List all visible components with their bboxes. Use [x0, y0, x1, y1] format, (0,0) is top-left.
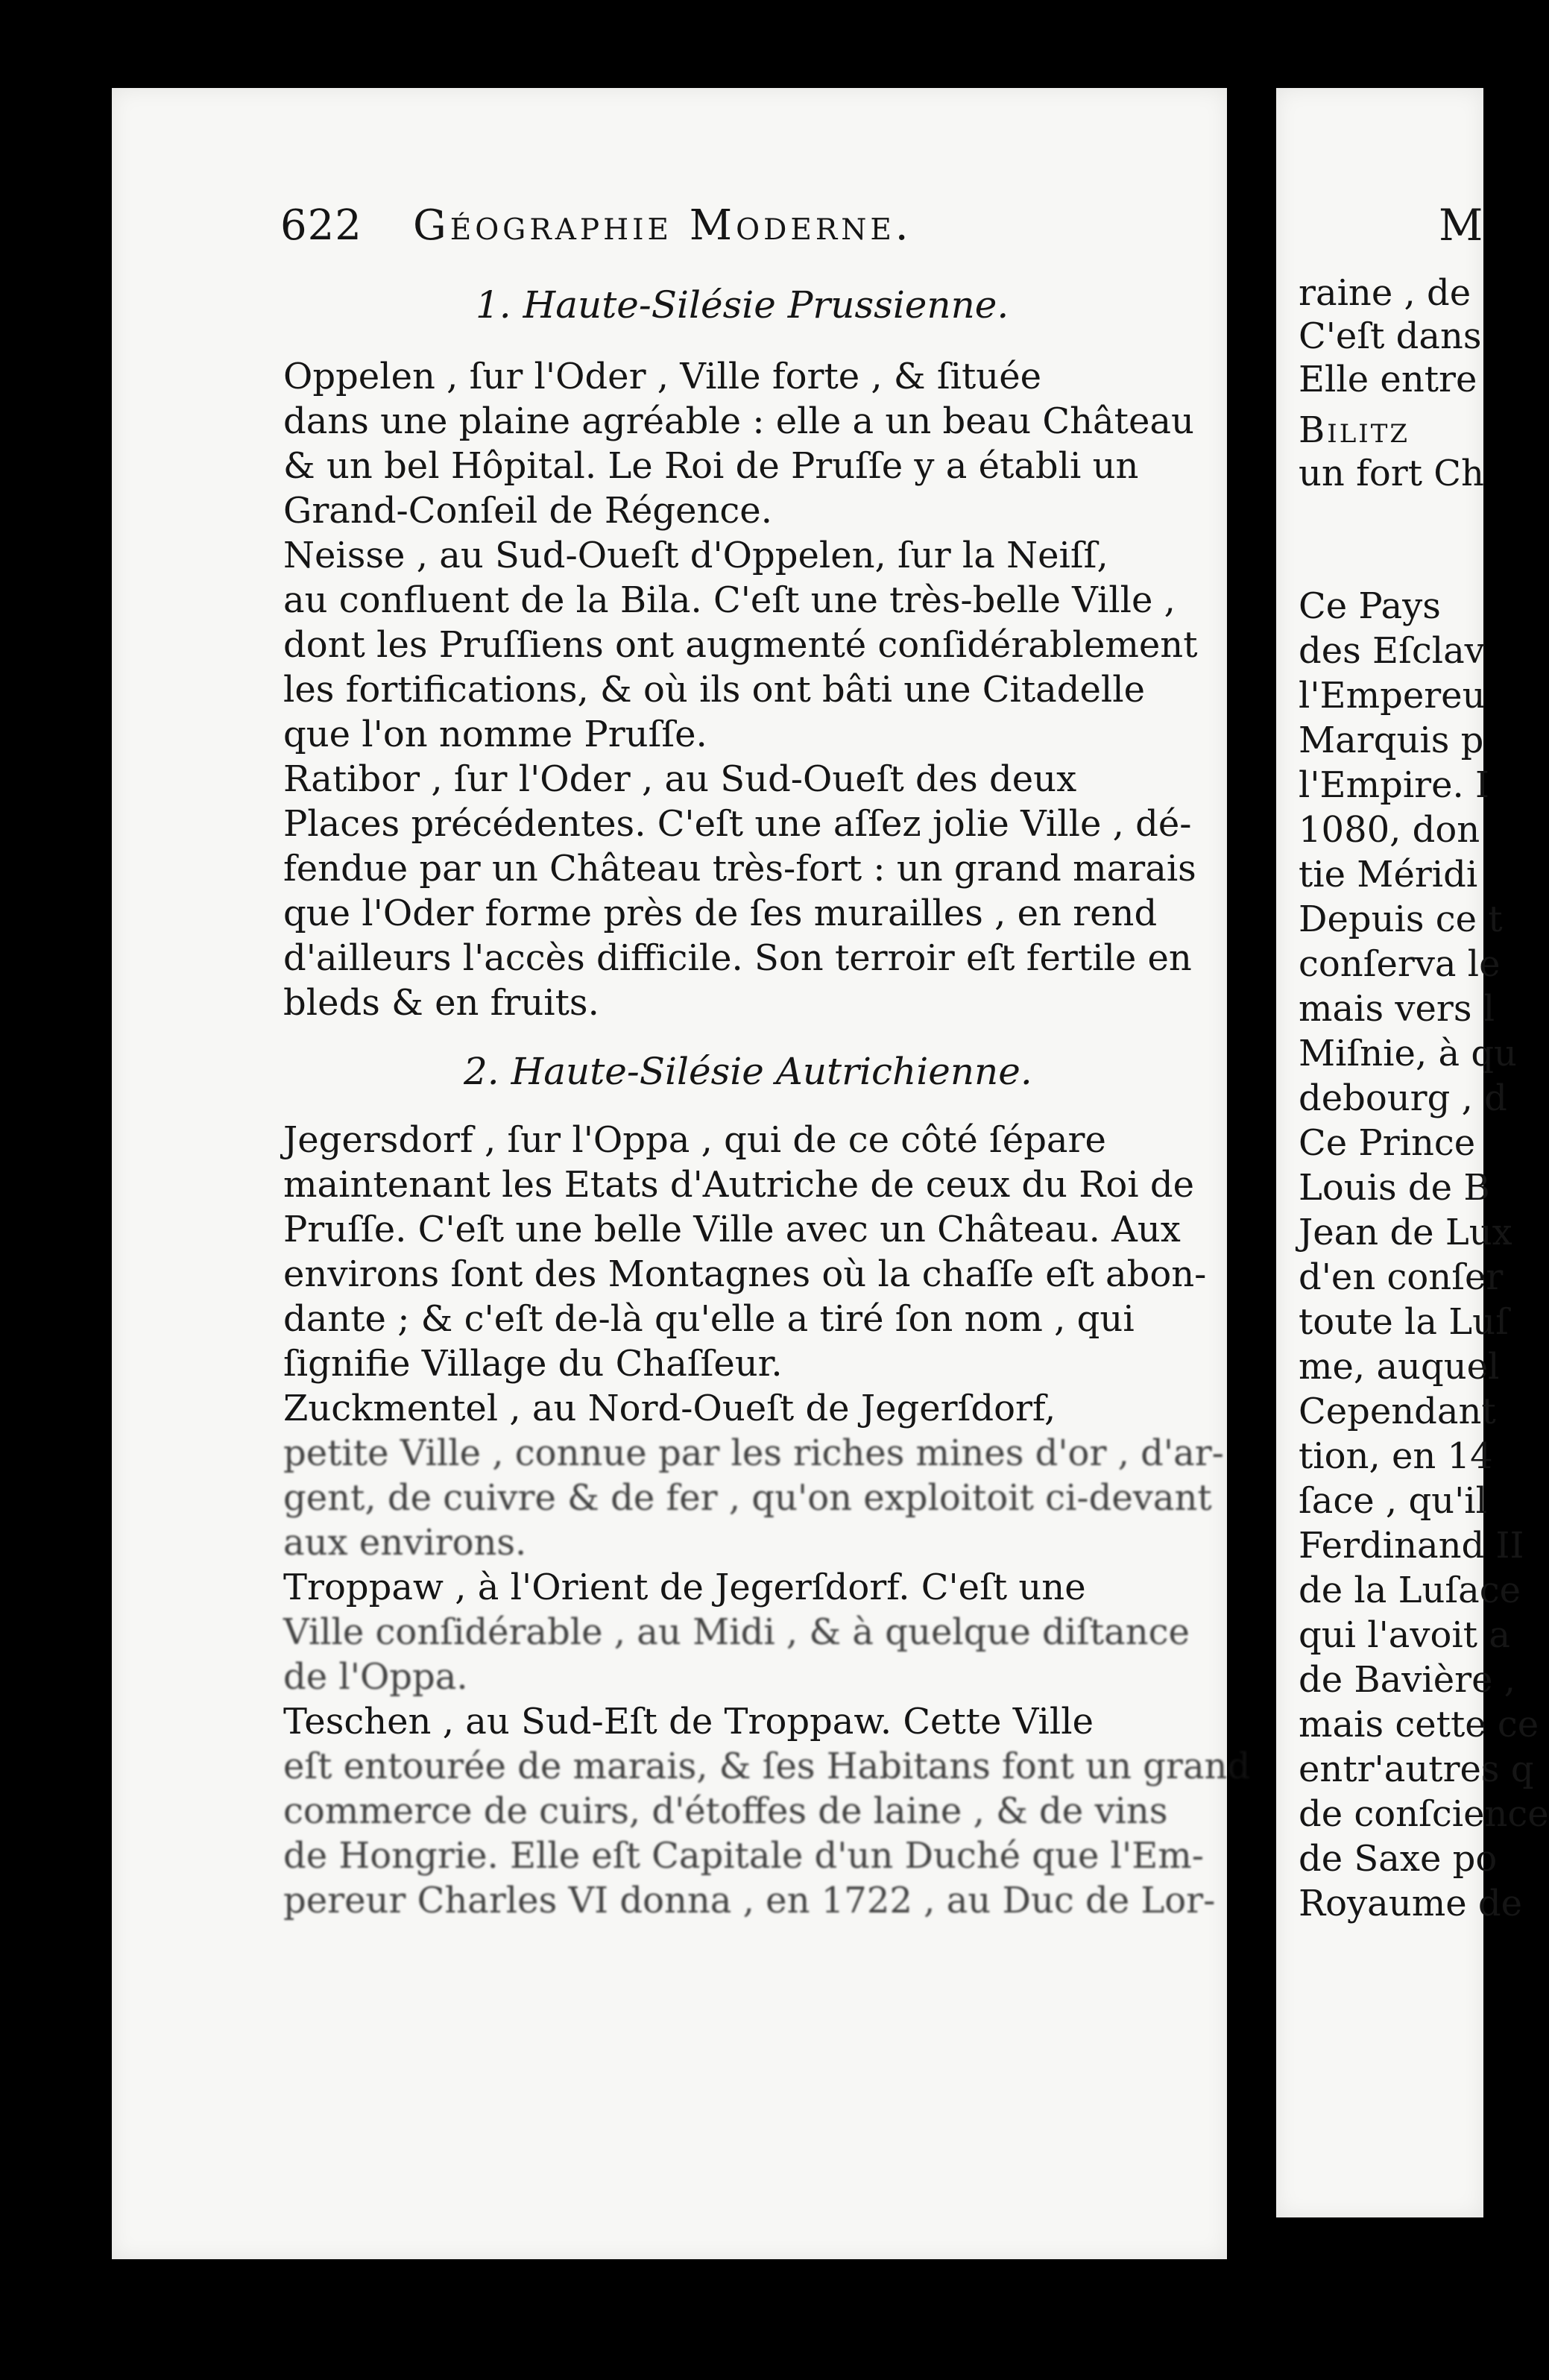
text-line: Cependant [1299, 1391, 1496, 1432]
text-line: petite Ville , connue par les riches mines d'or , d'ar- [283, 1432, 1224, 1474]
text-line: 1080, don [1299, 809, 1480, 851]
text-line: de la Luſace [1299, 1570, 1521, 1611]
text-line: commerce de cuirs, d'étoffes de laine , & de vins [283, 1790, 1168, 1832]
text-line: Teschen , au Sud-Eſt de Troppaw. Cette Ville [283, 1701, 1094, 1742]
text-line: d'ailleurs l'accès difficile. Son terroir eſt fertile en [283, 937, 1192, 979]
text-line: Ce Pays [1299, 585, 1441, 627]
text-line: qui l'avoit a [1299, 1614, 1510, 1656]
text-line: l'Empereu [1299, 675, 1486, 717]
text-line: environs ſont des Montagnes où la chaſſe eſt abon- [283, 1253, 1207, 1295]
text-line: me, auquel [1299, 1346, 1500, 1388]
text-line: raine , de [1299, 272, 1471, 314]
text-line: tie Méridi [1299, 854, 1478, 895]
text-line: & un bel Hôpital. Le Roi de Pruſſe y a établi un [283, 445, 1139, 487]
text-line: un fort Ch [1299, 453, 1484, 494]
text-line: Ville conſidérable , au Midi , & à quelque diſtance [283, 1611, 1190, 1653]
text-line: eſt entourée de marais, & ſes Habitans font un grand [283, 1745, 1251, 1787]
page-number: 622 [280, 201, 362, 250]
text-line: fendue par un Château très-fort : un grand marais [283, 848, 1196, 890]
text-line: Louis de B [1299, 1167, 1490, 1209]
text-line: toute la Luſ [1299, 1301, 1509, 1343]
text-line: aux environs. [283, 1522, 527, 1564]
text-line: Marquis p [1299, 720, 1484, 761]
text-line: Depuis ce t [1299, 898, 1503, 940]
text-line: Places précédentes. C'eſt une aſſez jolie Ville , dé- [283, 803, 1192, 845]
text-line: au confluent de la Bila. C'eſt une très-belle Ville , [283, 579, 1176, 621]
text-line: mais vers l [1299, 988, 1495, 1030]
text-line: maintenant les Etats d'Autriche de ceux du Roi de [283, 1164, 1195, 1206]
running-head: Géographie Moderne. [413, 201, 912, 250]
text-line: que l'Oder forme près de ſes murailles , en rend [283, 892, 1158, 934]
text-line: Jean de Lux [1299, 1212, 1512, 1253]
text-line: de l'Oppa. [283, 1656, 468, 1698]
text-line: que l'on nomme Pruſſe. [283, 714, 707, 755]
text-line: bleds & en fruits. [283, 982, 599, 1024]
left-page [112, 88, 1251, 2259]
text-line: des Eſclav [1299, 630, 1485, 672]
text-line: Bilitz [1299, 409, 1410, 451]
text-line: de Saxe po [1299, 1838, 1498, 1880]
text-line: Pruſſe. C'eſt une belle Ville avec un Château. Aux [283, 1209, 1181, 1250]
text-line: Ratibor , ſur l'Oder , au Sud-Oueſt des deux [283, 758, 1077, 800]
text-line: les fortifications, & où ils ont bâti une Citadelle [283, 669, 1145, 711]
text-line: Ferdinand II [1299, 1525, 1524, 1567]
text-line: C'eſt dans [1299, 315, 1482, 357]
section-title-2: 2. Haute-Silésie Autrichienne. [464, 1050, 1032, 1093]
text-line: Elle entre [1299, 359, 1477, 400]
text-line: Zuckmentel , au Nord-Oueſt de Jegerſdorf, [283, 1388, 1056, 1429]
right-running-head: M [1439, 200, 1483, 251]
text-line: Grand-Conſeil de Régence. [283, 490, 772, 532]
text-line: Oppelen , ſur l'Oder , Ville forte , & ſituée [283, 356, 1042, 397]
text-line: ſace , qu'il [1299, 1480, 1487, 1522]
text-line: dans une plaine agréable : elle a un beau Château [283, 400, 1194, 442]
text-line: dont les Pruſſiens ont augmenté conſidérablement [283, 624, 1198, 666]
text-line: Royaume de [1299, 1883, 1522, 1924]
text-line: Miſnie, à qu [1299, 1033, 1517, 1074]
text-line: Troppaw , à l'Orient de Jegerſdorf. C'eſt une [283, 1567, 1086, 1608]
text-line: debourg , d [1299, 1077, 1507, 1119]
text-line: l'Empire. I [1299, 764, 1490, 806]
text-line: pereur Charles VI donna , en 1722 , au Duc de Lor- [283, 1880, 1216, 1921]
text-line: ſignifie Village du Chaſſeur. [283, 1343, 783, 1385]
text-line: tion, en 14 [1299, 1435, 1493, 1477]
text-line: de conſcience [1299, 1793, 1549, 1835]
text-line: entr'autres q [1299, 1748, 1534, 1790]
text-line: Jegersdorf , ſur l'Oppa , qui de ce côté ſépare [283, 1119, 1106, 1161]
text-line: dante ; & c'eſt de-là qu'elle a tiré ſon nom , qui [283, 1298, 1135, 1340]
text-line: gent, de cuivre & de fer , qu'on exploitoit ci-devant [283, 1477, 1212, 1519]
text-line: mais cette ce [1299, 1704, 1539, 1745]
right-page [1276, 88, 1549, 2217]
text-line: conſerva le [1299, 943, 1501, 985]
text-line: Ce Prince [1299, 1122, 1476, 1164]
text-line: d'en conſer [1299, 1256, 1504, 1298]
section-title-1: 1. Haute-Silésie Prussienne. [476, 283, 1009, 327]
text-line: de Bavière , [1299, 1659, 1516, 1701]
text-line: Neisse , au Sud-Oueſt d'Oppelen, ſur la Neiſſ, [283, 535, 1108, 576]
text-line: de Hongrie. Elle eſt Capitale d'un Duché que l'Em- [283, 1835, 1204, 1877]
